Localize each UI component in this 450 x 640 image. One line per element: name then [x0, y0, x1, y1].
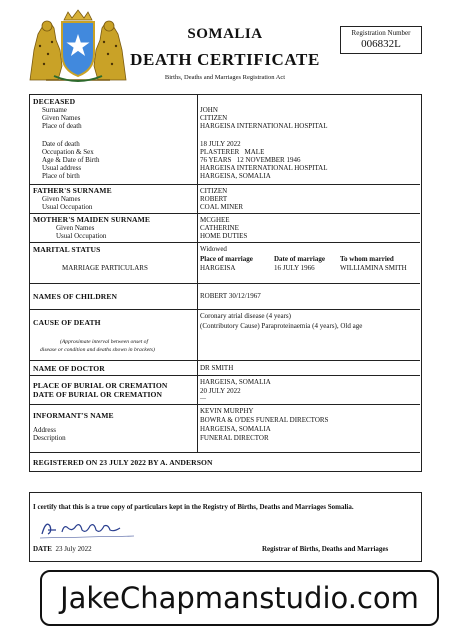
registrar-signature — [38, 516, 138, 540]
cause-heading: CAUSE OF DEATH — [33, 318, 101, 327]
registration-box — [340, 26, 422, 54]
informant-description-value: FUNERAL DIRECTOR — [200, 434, 269, 442]
registration-number: 006832L — [361, 38, 401, 50]
father-heading: FATHER'S SURNAME — [33, 186, 112, 195]
mother-given-value: CATHERINE — [200, 224, 239, 232]
surname-label: Surname — [42, 106, 67, 114]
act-subtitle: Births, Deaths and Marriages Registration Act — [164, 74, 286, 81]
cause-line2: (Contributory Cause) Paraproteinaemia (4 years), Old age — [200, 322, 363, 330]
date-of-death-label: Date of death — [42, 140, 80, 148]
place-of-death-value: HARGEISA INTERNATIONAL HOSPITAL — [200, 122, 328, 130]
date-value: 23 July 2022 — [55, 545, 92, 553]
mother-heading: MOTHER'S MAIDEN SURNAME — [33, 215, 151, 224]
to-whom-married-header: To whom married — [340, 255, 394, 263]
watermark-banner — [40, 570, 439, 626]
given-names-label: Given Names — [42, 114, 81, 122]
cause-note-line2: disease or condition and deaths shown in brackets) — [40, 347, 155, 353]
mother-given-label: Given Names — [56, 224, 95, 232]
burial-date-heading: DATE OF BURIAL OR CREMATION — [33, 390, 163, 399]
informant-address-value: HARGEISA, SOMALIA — [200, 425, 271, 433]
occupation-sex-label: Occupation & Sex — [42, 148, 94, 156]
burial-date-value: 20 JULY 2022 — [200, 387, 241, 395]
father-given-label: Given Names — [42, 195, 81, 203]
marriage-particulars-label: MARRIAGE PARTICULARS — [62, 264, 148, 272]
usual-address-value: HARGEISA INTERNATIONAL HOSPITAL — [200, 164, 328, 172]
registrar-title: Registrar of Births, Deaths and Marriages — [262, 545, 389, 553]
burial-place-value: HARGEISA, SOMALIA — [200, 378, 271, 386]
deceased-heading: DECEASED — [33, 97, 76, 106]
burial-place-heading: PLACE OF BURIAL OR CREMATION — [33, 381, 168, 390]
given-names-value: CITIZEN — [200, 114, 228, 122]
date-of-marriage-header: Date of marriage — [274, 255, 325, 263]
children-value: ROBERT 30/12/1967 — [200, 292, 261, 300]
country-title: SOMALIA — [187, 26, 263, 42]
age-dob-label: Age & Date of Birth — [42, 156, 100, 164]
usual-address-label: Usual address — [42, 164, 82, 172]
column-divider — [197, 94, 198, 452]
place-of-death-label: Place of death — [42, 122, 82, 130]
children-heading: NAMES OF CHILDREN — [33, 292, 118, 301]
informant-heading: INFORMANT'S NAME — [33, 411, 114, 420]
doctor-value: DR SMITH — [200, 364, 234, 372]
certification-date — [33, 545, 92, 553]
marital-heading: MARITAL STATUS — [33, 245, 101, 254]
informant-address-label: Address — [33, 426, 56, 434]
place-of-birth-value: HARGEISA, SOMALIA — [200, 172, 271, 180]
date-of-death-value: 18 JULY 2022 — [200, 140, 241, 148]
registered-line: REGISTERED ON 23 JULY 2022 BY A. ANDERSON — [33, 458, 213, 467]
burial-dash: — — [200, 396, 206, 402]
surname-value: JOHN — [200, 106, 218, 114]
certificate-title: DEATH CERTIFICATE — [130, 50, 320, 69]
place-of-marriage-value: HARGEISA — [200, 264, 236, 272]
certification-text: I certify that this is a true copy of particulars kept in the Registry of Births, Deaths and Marriages Somalia. — [33, 503, 354, 511]
cause-note-line1: (Approximate interval between onset of — [60, 339, 149, 345]
to-whom-married-value: WILLIAMINA SMITH — [340, 264, 407, 272]
place-of-marriage-header: Place of marriage — [200, 255, 253, 263]
father-occupation-value: COAL MINER — [200, 203, 244, 211]
watermark-text: JakeChapmanstudio.com — [60, 581, 419, 615]
informant-description-label: Description — [33, 434, 66, 442]
mother-surname-value: MCGHEE — [200, 216, 230, 224]
occupation-sex-value: PLASTERER MALE — [200, 148, 265, 156]
informant-name-value: KEVIN MURPHY — [200, 407, 254, 415]
registration-label: Registration Number — [351, 29, 411, 37]
marital-status-value: Widowed — [200, 245, 227, 253]
place-of-birth-label: Place of birth — [42, 172, 80, 180]
father-occupation-label: Usual Occupation — [42, 203, 93, 211]
father-surname-value: CITIZEN — [200, 187, 228, 195]
date-label: DATE — [33, 545, 52, 553]
doctor-heading: NAME OF DOCTOR — [33, 364, 105, 373]
father-given-value: ROBERT — [200, 195, 228, 203]
cause-line1: Coronary atrial disease (4 years) — [200, 312, 291, 320]
coat-of-arms-emblem — [24, 6, 132, 86]
age-dob-value: 76 YEARS 12 NOVEMBER 1946 — [200, 156, 301, 164]
mother-occupation-label: Usual Occupation — [56, 232, 107, 240]
informant-line2-value: BOWRA & O'DES FUNERAL DIRECTORS — [200, 416, 329, 424]
mother-occupation-value: HOME DUTIES — [200, 232, 248, 240]
date-of-marriage-value: 16 JULY 1966 — [274, 264, 315, 272]
